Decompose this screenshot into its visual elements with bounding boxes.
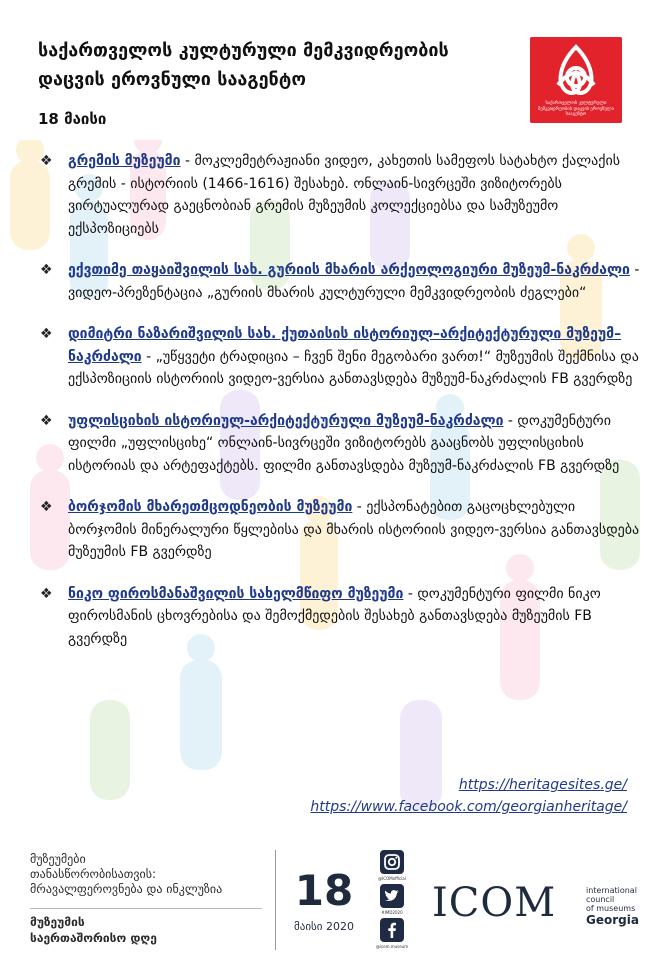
footer-theme	[30, 852, 222, 897]
list-item	[40, 150, 640, 240]
footer-divider	[30, 908, 262, 909]
item-description: - „უწყვეტი ტრადიცია – ჩვენ შენი მეგობარი ვართ!“ მუზეუმის შექმნისა და ექსპოზიციის ისტორიის ვიდეო-ვერსია განთავსდება მუზეუმ-ნაკრძალის FB გვერდზე	[68, 348, 639, 387]
bullet-icon: ❖	[40, 326, 53, 342]
heritage-site-link[interactable]: https://heritagesites.ge/	[458, 777, 627, 793]
social-caption: #IMD2020	[381, 910, 403, 915]
icom-logo: ICOM	[432, 880, 557, 926]
twitter-icon[interactable]	[380, 884, 404, 908]
bullet-icon: ❖	[40, 499, 53, 515]
icom-subtitle-line: council	[586, 895, 615, 904]
bullet-icon: ❖	[40, 262, 53, 278]
facebook-page-link[interactable]: https://www.facebook.com/georgianheritage/	[310, 799, 627, 815]
bullet-icon: ❖	[40, 153, 53, 169]
footer-day-number: 18	[294, 866, 354, 915]
museum-link[interactable]: ნიკო ფიროსმანაშვილის სახელმწიფო მუზეუმი	[68, 585, 404, 602]
page-title: საქართველოს კულტურული მემკვიდრეობის დაცვის ეროვნული სააგენტო	[38, 40, 449, 90]
item-description: - დოკუმენტური ფილმი ნიკო ფიროსმანის ცხოვრებისა და შემოქმედების შესახებ განთავსდება მუზეუმის FB გვერდზე	[68, 585, 601, 647]
social-caption: @icom.museum	[375, 944, 409, 949]
list-item	[40, 496, 640, 564]
list-item	[40, 323, 640, 391]
facebook-icon[interactable]	[380, 918, 404, 942]
museum-list	[40, 150, 640, 669]
icom-country: Georgia	[586, 913, 639, 927]
event-date: 18 მაისი	[38, 110, 107, 128]
item-description: - მოკლემეტრაჟიანი ვიდეო, კახეთის სამეფოს სატახტო ქალაქის გრემის - ისტორიის (1466-1616) შესახებ. ონლაინ-სივრცეში ვიზიტორებს ვირტუალურად გაეცნობიან გრემის მუზეუმის კოლექციებსა და სამუზეუმო ექსპოზიციებს	[68, 153, 621, 237]
list-item	[40, 410, 640, 478]
icom-subtitle-line: international	[586, 886, 637, 895]
museum-link[interactable]: უფლისციხის ისტორიულ-არქიტექტურული მუზეუმ-ნაკრძალი	[68, 412, 504, 429]
icom-subtitle-line: of museums	[586, 904, 636, 913]
footer-banner	[0, 840, 664, 960]
instagram-icon[interactable]	[380, 850, 404, 874]
footer-theme-line: მუზეუმები	[30, 852, 86, 866]
bullet-icon: ❖	[40, 585, 53, 602]
footer-theme-line: მრავალფეროვნება და ინკლუზია	[30, 882, 223, 896]
triquetra-icon	[550, 43, 602, 99]
icom-subtitle	[586, 886, 637, 913]
logo-caption: საქართველოს კულტურული მემკვიდრეობის დაცვის ეროვნული სააგენტო	[538, 101, 614, 117]
footer-vertical-divider	[275, 850, 276, 950]
bullet-icon: ❖	[40, 412, 53, 429]
item-description: - ექსპონატებით გაცოცხლებული ბორჯომის მინერალური წყლებისა და მხარის ისტორიის ვიდეო-ვერსია განთავსდება მუზეუმის FB გვერდზე	[68, 499, 640, 560]
museum-link[interactable]: ბორჯომის მხარეთმცოდნეობის მუზეუმი	[68, 499, 353, 515]
footer-day-label	[30, 914, 157, 946]
footer-day-line: საერთაშორისო დღე	[30, 931, 157, 945]
social-caption: @ICOMofficial	[378, 876, 406, 881]
list-item	[40, 259, 640, 304]
list-item	[40, 583, 640, 651]
agency-logo	[530, 37, 622, 123]
footer-day-date: მაისი 2020	[294, 920, 354, 933]
museum-link[interactable]: დიმიტრი ნაზარიშვილის სახ. ქუთაისის ისტორიულ–არქიტექტურული მუზეუმ–ნაკრძალი	[68, 326, 622, 365]
museum-link[interactable]: გრემის მუზეუმი	[68, 153, 181, 169]
item-description: - დოკუმენტური ფილმი „უფლისციხე“ ონლაინ-სივრცეში ვიზიტორებს გააცნობს უფლისციხის ისტორიას და არტეფაქტებს. ფილმი განთავსდება მუზეუმ-ნაკრძალის FB გვერდზე	[68, 412, 620, 474]
museum-link[interactable]: ექვთიმე თაყაიშვილის სახ. გურიის მხარის არქეოლოგიური მუზეუმ-ნაკრძალი	[68, 262, 630, 278]
footer-day-line: მუზეუმის	[30, 915, 85, 929]
footer-theme-line: თანასწორობისათვის:	[30, 867, 157, 881]
item-description: - ვიდეო-პრეზენტაცია „გურიის მხარის კულტურული მემკვიდრეობის ძეგლები“	[68, 262, 640, 301]
